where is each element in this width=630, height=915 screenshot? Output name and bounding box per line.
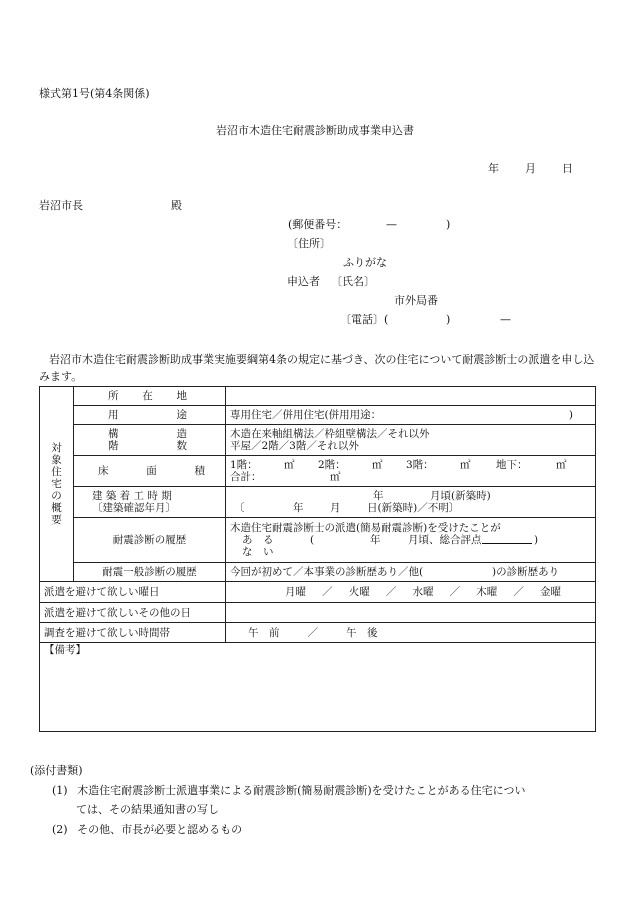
housing-overview-table: [39, 386, 596, 732]
side-char: 対: [51, 442, 62, 454]
notes-field[interactable]: [40, 643, 596, 732]
floor-area-label: 床 面 積: [74, 456, 226, 487]
addressee: 岩沼市長: [39, 199, 83, 212]
furigana-label: ふりがな: [343, 256, 387, 269]
side-char: 概: [51, 502, 62, 514]
time-afternoon[interactable]: 午 後: [346, 626, 378, 639]
row-seismic-history: [40, 518, 596, 563]
row-avoid-other: [40, 603, 596, 623]
date-month-label: 月: [525, 162, 536, 175]
row-location: [40, 387, 596, 406]
row-construction: [40, 487, 596, 518]
general-diagnosis-field[interactable]: 今回が初めて／本事業の診断歴あり／他( )の診断歴あり: [226, 563, 596, 582]
attachment-item-2: (2) その他、市長が必要と認めるもの: [52, 823, 243, 836]
score-blank[interactable]: [482, 534, 532, 544]
row-use: [40, 406, 596, 425]
area-code-label: 市外局番: [394, 294, 438, 307]
weekday-fri[interactable]: 金曜: [540, 586, 561, 598]
row-general-diagnosis: [40, 563, 596, 582]
side-char: 要: [51, 514, 62, 526]
intro-paragraph: 岩沼市木造住宅耐震診断助成事業実施要綱第4条の規定に基づき、次の住宅について耐震診断士の派遣を申し込みます。: [39, 353, 595, 383]
construction-field[interactable]: 年 月頃(新築時) 〔 年 月 日(新築時)／不明〕: [226, 487, 596, 518]
attachment-item-1-continued: ては、その結果通知書の写し: [76, 803, 219, 816]
floor-area-field[interactable]: 1階： ㎡ 2階： ㎡ 3階： ㎡ 地下： ㎡ 合計： ㎡: [226, 456, 596, 487]
row-structure: [40, 425, 596, 456]
postal-code-dash: —: [386, 218, 397, 231]
name-label: 〔氏名〕: [331, 275, 375, 288]
attachments-heading: (添付書類): [30, 764, 83, 777]
seismic-history-label: 耐震診断の履歴: [74, 518, 226, 563]
structure-label: 構 造 階 数: [74, 425, 226, 456]
phone-dash: —: [500, 313, 511, 326]
form-number-label: 様式第1号(第4条関係): [39, 87, 150, 100]
honorific-tono: 殿: [171, 199, 182, 212]
postal-code-close: ): [446, 218, 451, 231]
side-char: 宅: [51, 478, 62, 490]
weekday-thu[interactable]: 木曜: [476, 586, 498, 598]
attachment-item-1: (1) 木造住宅耐震診断士派遣事業による耐震診断(簡易耐震診断)を受けたことがある住宅につい: [52, 784, 526, 797]
weekday-mon[interactable]: 月曜: [285, 586, 306, 598]
avoid-days-field[interactable]: 月曜 ／ 火曜 ／ 水曜 ／ 木曜 ／ 金曜: [226, 582, 596, 603]
avoid-other-label: 派遣を避けて欲しいその他の日: [40, 603, 226, 623]
date-day-label: 日: [562, 162, 573, 175]
avoid-time-label: 調査を避けて欲しい時間帯: [40, 623, 226, 643]
row-notes: [40, 643, 596, 732]
applicant-label: 申込者: [287, 275, 320, 288]
location-field[interactable]: [226, 387, 596, 406]
weekday-wed[interactable]: 水曜: [412, 586, 434, 598]
location-label: 所 在 地: [74, 387, 226, 406]
phone-close: ): [446, 313, 451, 326]
general-diagnosis-label: 耐震一般診断の履歴: [74, 563, 226, 582]
document-title: 岩沼市木造住宅耐震診断助成事業申込書: [216, 124, 414, 137]
postal-code-label: (郵便番号：: [288, 218, 348, 231]
use-label: 用 途: [74, 406, 226, 425]
notes-label: 【備考】: [44, 644, 86, 656]
avoid-days-label: 派遣を避けて欲しい曜日: [40, 582, 226, 603]
time-morning[interactable]: 午 前: [248, 626, 280, 639]
side-char: の: [51, 490, 62, 502]
avoid-other-field[interactable]: [226, 603, 596, 623]
avoid-time-field[interactable]: 午 前 ／ 午 後: [226, 623, 596, 643]
construction-label: 建 築 着 工 時 期 〔建築確認年月〕: [74, 487, 226, 518]
overview-side-label: [40, 387, 74, 582]
weekday-tue[interactable]: 火曜: [348, 586, 370, 598]
seismic-history-field[interactable]: 木造住宅耐震診断士の派遣(簡易耐震診断)を受けたことが あ る ( 年 月頃、総合評点 ) な い: [226, 518, 596, 563]
phone-label: 〔電話〕(: [340, 313, 389, 326]
row-floor-area: [40, 456, 596, 487]
date-year-label: 年: [488, 162, 499, 175]
use-field[interactable]: 専用住宅／併用住宅(併用用途： ): [226, 406, 596, 425]
side-char: 象: [51, 454, 62, 466]
side-char: 住: [51, 466, 62, 478]
structure-field[interactable]: 木造在来軸組構法／枠組壁構法／それ以外 平屋／2階／3階／それ以外: [226, 425, 596, 456]
row-avoid-days: [40, 582, 596, 603]
address-label: 〔住所〕: [287, 237, 331, 250]
row-avoid-time: [40, 623, 596, 643]
